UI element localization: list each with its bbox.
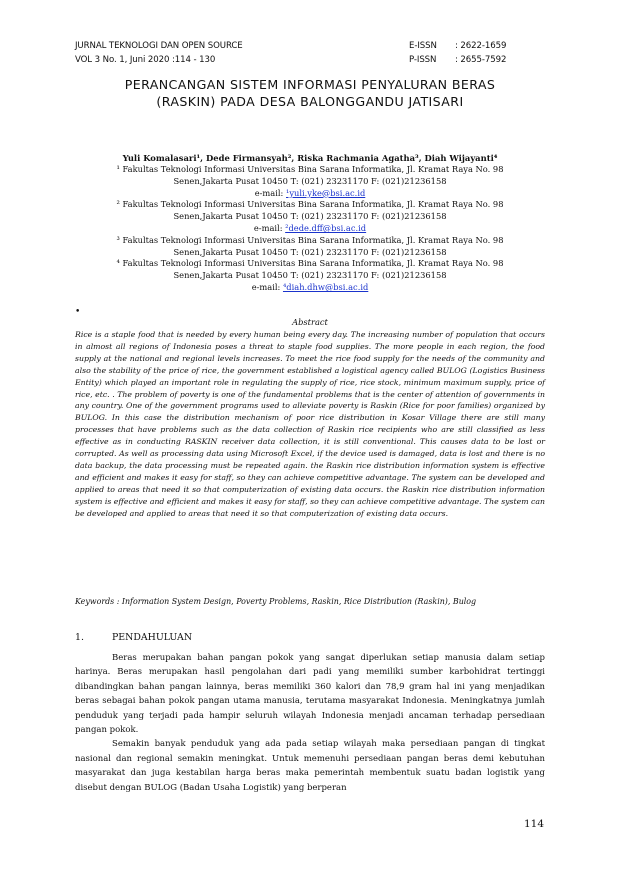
section-number: 1. xyxy=(75,632,84,643)
journal-name: JURNAL TEKNOLOGI DAN OPEN SOURCE xyxy=(75,41,243,51)
email-link-2[interactable]: ²dede.dff@bsi.ac.id xyxy=(285,222,367,233)
paper-title-line-2: (RASKIN) PADA DESA BALONGGANDU JATISARI xyxy=(156,94,464,109)
journal-volume: VOL 3 No. 1, Juni 2020 :114 - 130 xyxy=(75,55,216,65)
keywords: Keywords : Information System Design, Poverty Problems, Raskin, Rice Distribution (Raskin), Bulog xyxy=(75,597,477,606)
running-header-left xyxy=(75,39,243,67)
stray-bullet: • xyxy=(75,307,81,317)
affiliation-1: ¹ Fakultas Teknologi Informasi Universitas Bina Sarana Informatika, Jl. Kramat Raya No. 98 Senen,Jakarta Pusat 10450 T: (021) 23231170 F: (021)21236158 e-mail: ¹yuli.yke@bsi.ac.id xyxy=(116,164,504,198)
email-link-4[interactable]: ⁴diah.dhw@bsi.ac.id xyxy=(282,281,369,292)
page-number: 114 xyxy=(523,818,544,830)
running-header-right xyxy=(409,39,506,67)
section-title: PENDAHULUAN xyxy=(112,632,193,643)
body-text xyxy=(75,651,545,795)
eissn-row xyxy=(409,39,506,53)
paper-title-line-1: PERANCANGAN SISTEM INFORMASI PENYALURAN BERAS xyxy=(124,77,496,92)
paper-title xyxy=(75,76,545,110)
paragraph-2: Semakin banyak penduduk yang ada pada setiap wilayah maka persediaan pangan di tingkat nasional dan regional semakin meningkat. Untuk memenuhi persediaan pangan beras demi kebutuhan masyarakat dan juga kestabilan harga beras maka pemerintah membentuk suatu badan logistik yang disebut dengan BULOG (Badan Usaha Logistik) yang berperan xyxy=(75,739,545,793)
abstract-heading: Abstract xyxy=(292,317,328,327)
section-heading xyxy=(75,632,192,643)
affiliation-3: ³ Fakultas Teknologi Informasi Universitas Bina Sarana Informatika, Jl. Kramat Raya No. 98 Senen,Jakarta Pusat 10450 T: (021) 23231170 F: (021)21236158 xyxy=(116,234,504,257)
abstract-text: Rice is a staple food that is needed by every human being every day. The increasing number of population that occurs in almost all regions of Indonesia poses a threat to staple food supplies. The more people in each region, the food supply at the national and regional levels increases. To meet the rice food supply for the needs of the community and also the stability of the price of rice, the government established a logistical agency called BULOG (Logistics Business Entity) which played an important role in regulating the supply of rice, rice stock, minimum maximum supply, price of rice, etc. . The problem of poverty is one of the fundamental problems that is the center of attention of governments in any country. One of the government programs used to alleviate poverty is Raskin (Rice for poor families) organized by BULOG. In this case the distribution mechanism of poor rice distribution in Kosar Village there are still many processes that have problems such as the data collection of Raskin rice recipients who are still classified as less effective as in conducting RASKIN receiver data collection, it is still conventional. This causes data to be lost or corrupted. As well as processing data using Microsoft Excel, if the device used is damaged, data is lost and there is no data backup, the data processing must be repeated again. the Raskin rice distribution information system is effective and efficient and makes it easy for staff, so they can achieve competitive advantage. The system can be developed and applied to areas that need it so that computerization of existing data occurs. the Raskin rice distribution information system is effective and efficient and makes it easy for staff, so they can achieve competitive advantage. The system can be developed and applied to areas that need it so that computerization of existing data occurs. xyxy=(75,330,545,518)
pissn-value: : 2655-7592 xyxy=(455,55,507,65)
eissn-value: : 2622-1659 xyxy=(455,41,507,51)
affiliations xyxy=(75,164,545,294)
pissn-label: P-ISSN xyxy=(409,55,437,65)
affiliation-4: ⁴ Fakultas Teknologi Informasi Universitas Bina Sarana Informatika, Jl. Kramat Raya No. 98 Senen,Jakarta Pusat 10450 T: (021) 23231170 F: (021)21236158 e-mail: ⁴diah.dhw@bsi.ac.id xyxy=(116,258,504,292)
pissn-row xyxy=(409,53,506,67)
paragraph-1: Beras merupakan bahan pangan pokok yang sangat diperlukan setiap manusia dalam setiap harinya. Beras merupakan hasil pengolahan dari padi yang memiliki sumber karbohidrat tertinggi dibandingkan bahan pangan lainnya, beras memiliki 360 kalori dan 78,9 gram hal ini yang menjadikan beras sebagai bahan pokok pangan utama manusia, terutama masyarakat Indonesia. Meningkatnya jumlah penduduk yang terjadi pada hampir seluruh wilayah Indonesia menjadi ancaman terhadap persediaan pangan pokok. xyxy=(75,653,545,736)
author-list: Yuli Komalasari¹, Dede Firmansyah², Riska Rachmania Agatha³, Diah Wijayanti⁴ xyxy=(122,153,498,163)
eissn-label: E-ISSN xyxy=(409,41,437,51)
email-link-1[interactable]: ¹yuli.yke@bsi.ac.id xyxy=(286,187,366,198)
affiliation-2: ² Fakultas Teknologi Informasi Universitas Bina Sarana Informatika, Jl. Kramat Raya No. 98 Senen,Jakarta Pusat 10450 T: (021) 23231170 F: (021)21236158 e-mail: ²dede.dff@bsi.ac.id xyxy=(116,199,504,233)
